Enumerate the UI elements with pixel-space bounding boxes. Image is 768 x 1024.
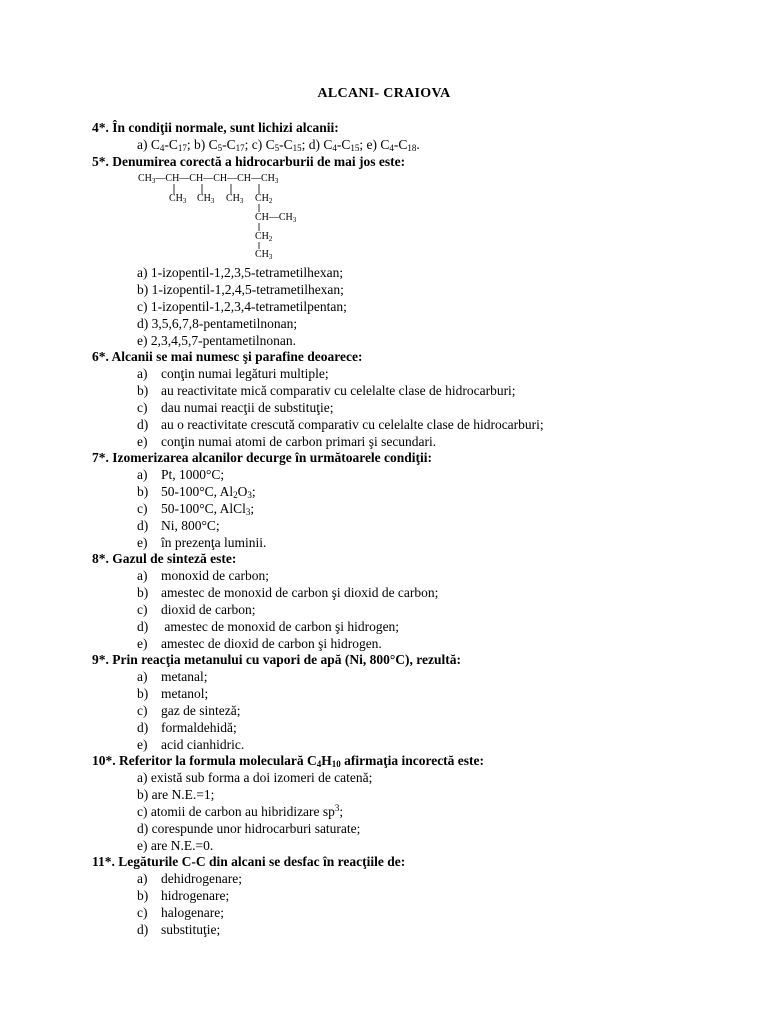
question-10-option-d: d) corespunde unor hidrocarburi saturate; <box>137 821 361 836</box>
substituent-ch3: $CH_3$ <box>197 193 215 205</box>
question-6: 6*. Alcanii se mai numesc şi parafine deoarece: <box>92 349 363 364</box>
question-11-option-b: b) hidrogenare; <box>137 888 230 903</box>
substituent-ch3: $CH_3$ <box>169 193 187 205</box>
question-7-option-d: d) Ni, 800°C; <box>137 518 220 533</box>
structural-formula <box>138 168 338 268</box>
question-10-option-e: e) are N.E.=0. <box>137 838 214 853</box>
main-chain: $CH_3—CH—CH—CH—CH—CH_3$ <box>138 173 279 185</box>
question-11-option-a: a) dehidrogenare; <box>137 871 242 886</box>
question-6-option-b: b) au reactivitate mică comparativ cu celelalte clase de hidrocarburi; <box>137 383 516 398</box>
question-11-option-c: c) halogenare; <box>137 905 224 920</box>
branch-ch: $CH—CH_3$ <box>255 212 297 224</box>
question-7-option-a: a) Pt, 1000°C; <box>137 467 225 482</box>
question-9: 9*. Prin reacţia metanului cu vapori de apă (Ni, 800°C), rezultă: <box>92 652 461 667</box>
question-6-option-d: d) au o reactivitate crescută comparativ cu celelalte clase de hidrocarburi; <box>137 417 544 432</box>
question-7-option-c: c) 50-100°C, AlCl$_3$; <box>137 501 255 517</box>
question-5-option-c: c) 1-izopentil-1,2,3,4-tetrametilpentan; <box>137 299 347 314</box>
question-8-option-b: b) amestec de monoxid de carbon şi dioxid de carbon; <box>137 585 439 600</box>
question-6-option-c: c) dau numai reacţii de substituţie; <box>137 400 334 415</box>
question-5-option-b: b) 1-izopentil-1,2,4,5-tetrametilhexan; <box>137 282 344 297</box>
question-9-option-d: d) formaldehidă; <box>137 720 237 735</box>
page-title: ALCANI- CRAIOVA <box>317 86 451 101</box>
question-7: 7*. Izomerizarea alcanilor decurge în următoarele condiţii: <box>92 450 433 465</box>
question-9-option-b: b) metanol; <box>137 686 209 701</box>
question-6-option-e: e) conţin numai atomi de carbon primari şi secundari. <box>137 434 437 449</box>
question-11-option-d: d) substituţie; <box>137 922 221 937</box>
question-4: 4*. În condiţii normale, sunt lichizi alcanii: <box>92 120 339 135</box>
question-5-option-a: a) 1-izopentil-1,2,3,5-tetrametilhexan; <box>137 265 344 280</box>
substituent-ch3: $CH_3$ <box>226 193 244 205</box>
question-9-option-a: a) metanal; <box>137 669 208 684</box>
question-8: 8*. Gazul de sinteză este: <box>92 551 237 566</box>
question-6-option-a: a) conţin numai legături multiple; <box>137 366 329 381</box>
branch-ch3: $CH_3$ <box>255 249 273 261</box>
question-5-option-e: e) 2,3,4,5,7-pentametilnonan. <box>137 333 296 348</box>
substituent-ch2: $CH_2$ <box>255 193 273 205</box>
question-8-option-d: d) amestec de monoxid de carbon şi hidrogen; <box>137 619 400 634</box>
question-8-option-e: e) amestec de dioxid de carbon şi hidrogen. <box>137 636 382 651</box>
question-7-option-e: e) în prezenţa luminii. <box>137 535 267 550</box>
question-10-option-a: a) există sub forma a doi izomeri de catenă; <box>137 770 373 785</box>
branch-ch2: $CH_2$ <box>255 231 273 243</box>
question-11: 11*. Legăturile C-C din alcani se desfac în reacţiile de: <box>92 854 406 869</box>
question-9-option-e: e) acid cianhidric. <box>137 737 245 752</box>
question-7-option-b: b) 50-100°C, $Al_2O_3$; <box>137 484 256 500</box>
question-10: 10*. Referitor la formula moleculară $C_4H_{10}$ afirmaţia incorectă este: <box>92 753 485 769</box>
question-10-option-c: c) atomii de carbon au hibridizare $sp^3$; <box>137 803 344 819</box>
question-8-option-a: a) monoxid de carbon; <box>137 568 269 583</box>
question-5: 5*. Denumirea corectă a hidrocarburii de mai jos este: <box>92 154 406 169</box>
question-5-option-d: d) 3,5,6,7,8-pentametilnonan; <box>137 316 298 331</box>
question-9-option-c: c) gaz de sinteză; <box>137 703 241 718</box>
question-10-option-b: b) are N.E.=1; <box>137 787 215 802</box>
question-8-option-c: c) dioxid de carbon; <box>137 602 256 617</box>
question-4-answer: a) $C_4-C_{17}$; b) $C_5-C_{17}$; c) $C_5-C_{15}$; d) $C_4-C_{15}$; e) $C_4-C_{18}$. <box>137 137 420 153</box>
